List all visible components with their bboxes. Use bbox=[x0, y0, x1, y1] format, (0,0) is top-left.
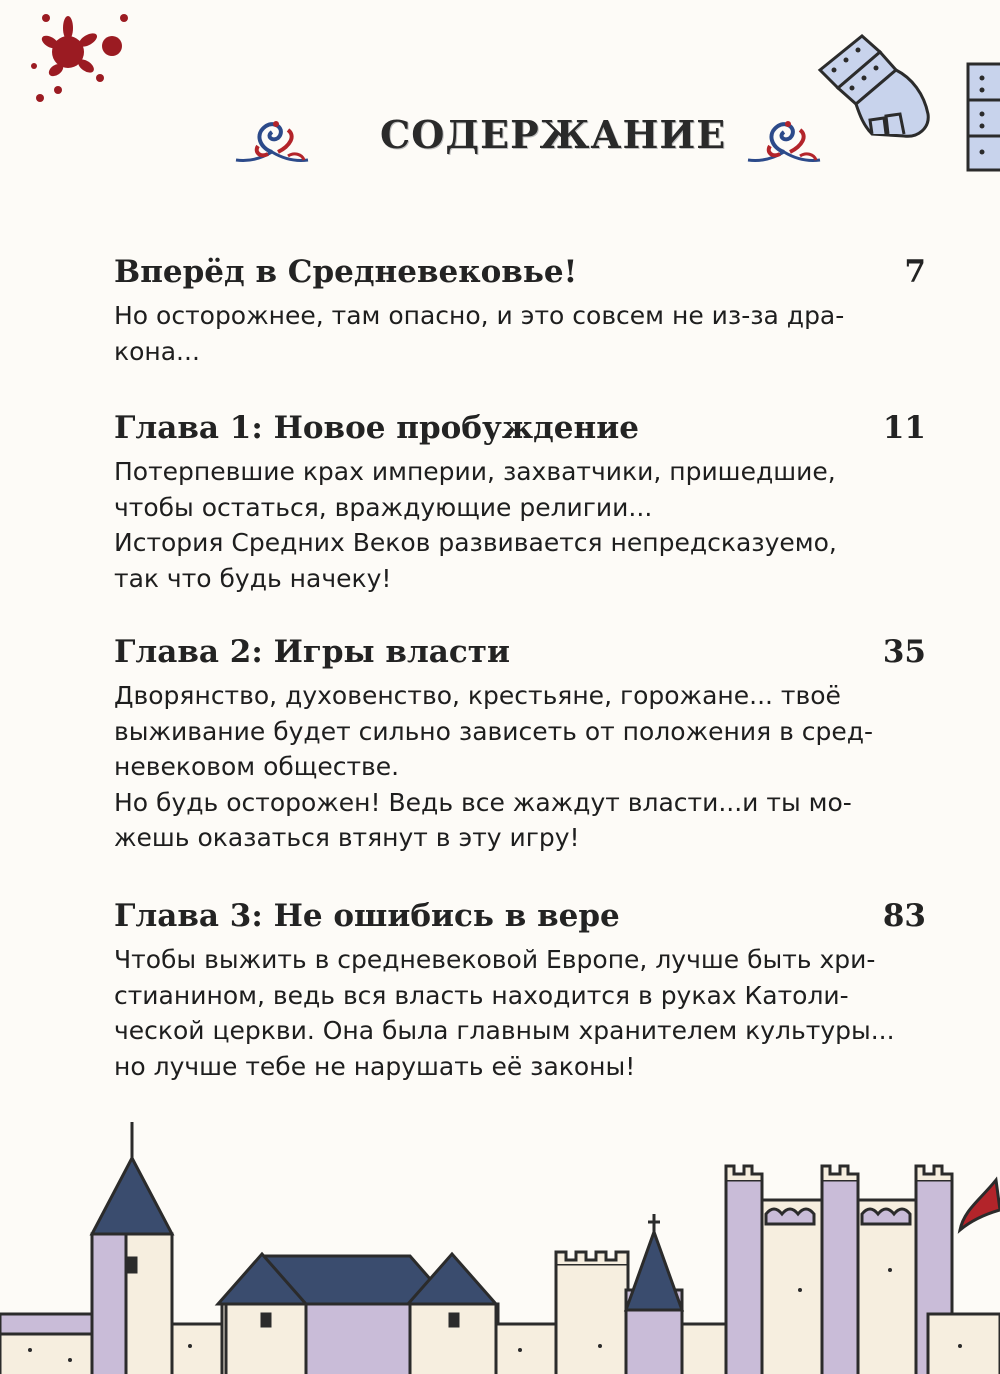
toc-entry-title: Глава 2: Игры власти bbox=[114, 634, 510, 670]
toc-entry-page: 83 bbox=[882, 898, 926, 934]
pillar-icon bbox=[964, 62, 1000, 174]
toc-entry-chapter-2[interactable] bbox=[114, 634, 926, 856]
toc-entry-title: Глава 1: Новое пробуждение bbox=[114, 410, 639, 446]
toc-entry-description: Но осторожнее, там опасно, и это совсем не из-за дра- кона... bbox=[114, 301, 845, 366]
toc-entry-description: Потерпевшие крах империи, захватчики, пришедшие, чтобы остаться, враждующие религии... История Средних Веков развивается непредсказуемо, так что будь начеку! bbox=[114, 457, 837, 593]
toc-entry-chapter-1[interactable] bbox=[114, 410, 926, 596]
toc-entry-page: 11 bbox=[882, 410, 926, 446]
blood-splat-icon bbox=[28, 10, 138, 110]
toc-entry-intro[interactable] bbox=[114, 254, 926, 369]
toc-entry-description: Дворянство, духовенство, крестьяне, горожане... твоё выживание будет сильно зависеть от положения в сред- невековом обществе. Но будь осторожен! Ведь все жаждут власти...и ты мо- жешь оказаться втянут в эту игру! bbox=[114, 681, 874, 852]
toc-entry-title: Вперёд в Средневековье! bbox=[114, 254, 578, 290]
gauntlet-icon bbox=[812, 30, 942, 145]
toc-entry-page: 7 bbox=[904, 254, 926, 290]
castle-illustration bbox=[0, 1110, 1000, 1374]
toc-entry-page: 35 bbox=[882, 634, 926, 670]
toc-entry-description: Чтобы выжить в средневековой Европе, лучше быть хри- стианином, ведь вся власть находится в руках Католи- ческой церкви. Она была главным хранителем культуры... но лучше тебе не нарушать её законы! bbox=[114, 945, 895, 1081]
toc-entry-chapter-3[interactable] bbox=[114, 898, 926, 1084]
page-title: СОДЕРЖАНИЕ bbox=[380, 112, 727, 157]
toc-entry-title: Глава 3: Не ошибись в вере bbox=[114, 898, 620, 934]
ornament-flourish-icon bbox=[232, 112, 312, 168]
